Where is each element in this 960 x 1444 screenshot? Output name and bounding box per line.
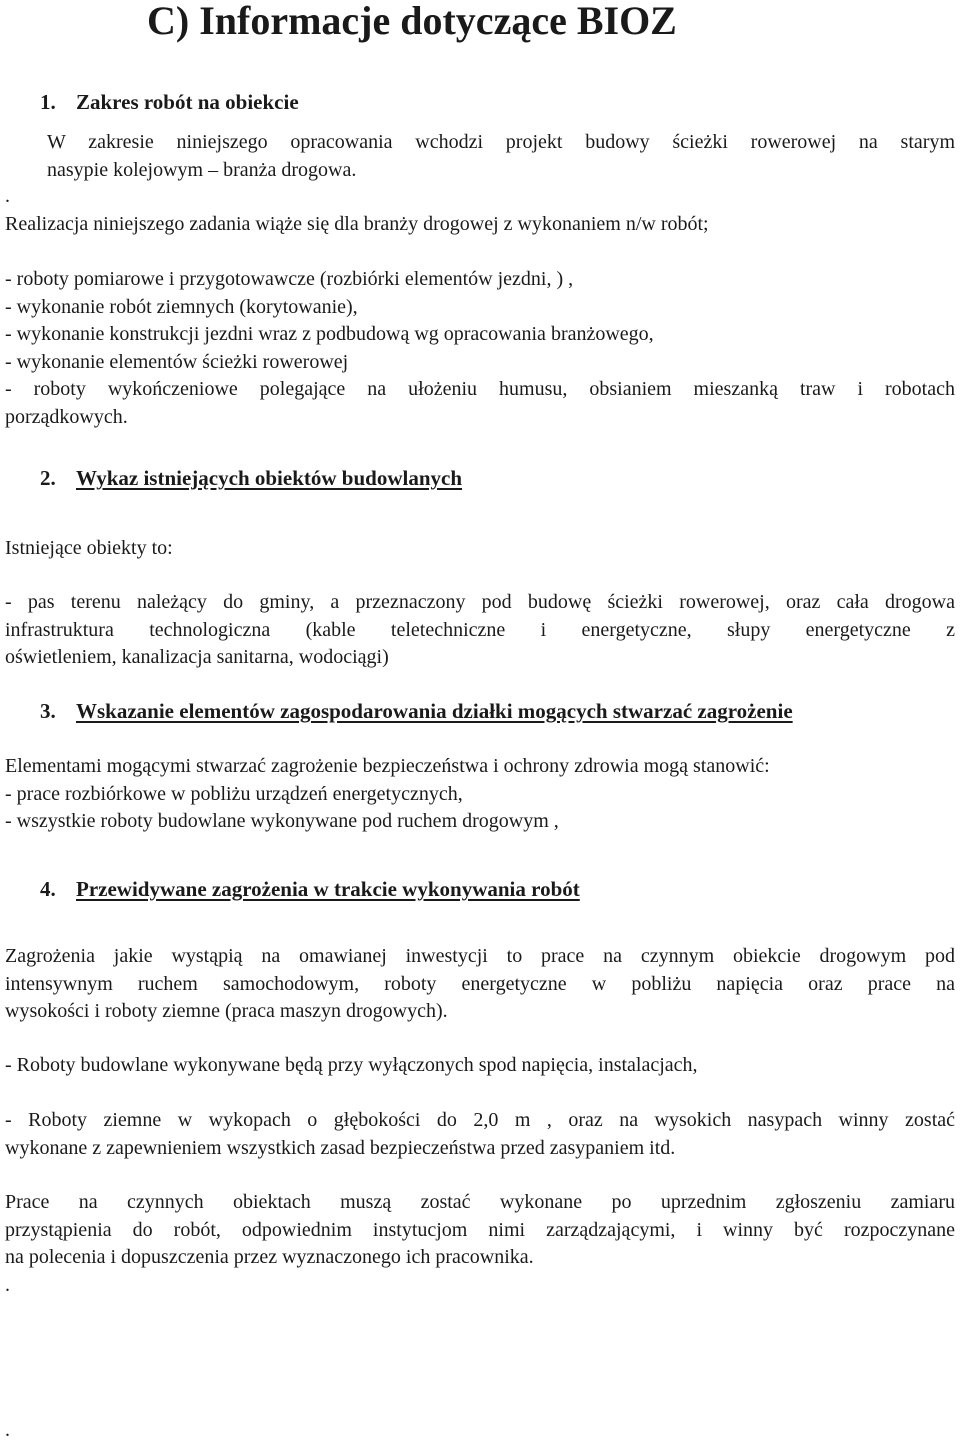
list-item-line: porządkowych.: [5, 405, 128, 428]
section-3-number: 3.: [40, 699, 56, 723]
text-line: infrastruktura technologiczna (kable teletechniczne i energetyczne, słupy energetyczne z: [5, 618, 955, 641]
realization-text: Realizacja niniejszego zadania wiąże się dla branży drogowej z wykonaniem n/w robót;: [5, 213, 709, 235]
list-item: - wykonanie elementów ścieżki rowerowej: [5, 350, 349, 373]
section-1-intro: [47, 129, 955, 184]
list-item: - wykonanie robót ziemnych (korytowanie),: [5, 295, 358, 318]
end-dot: .: [5, 1419, 10, 1441]
list-item-finishing: [5, 376, 955, 431]
section-4-heading: [40, 876, 580, 902]
page-title: C) Informacje dotyczące BIOZ: [147, 0, 677, 43]
hazards-paragraph-2: - Roboty budowlane wykonywane będą przy wyłączonych spod napięcia, instalacjach,: [5, 1054, 698, 1076]
intro-line: W zakresie niniejszego opracowania wchodzi projekt budowy ścieżki rowerowej na starym: [47, 131, 955, 153]
section-4-title: Przewidywane zagrożenia w trakcie wykonywania robót: [76, 877, 580, 901]
hazards-paragraph-3: [5, 1107, 955, 1162]
section-1-heading: [40, 89, 299, 115]
existing-objects-intro: Istniejące obiekty to:: [5, 537, 173, 559]
list-item: - wszystkie roboty budowlane wykonywane pod ruchem drogowym ,: [5, 810, 559, 832]
hazards-paragraph-4: [5, 1189, 955, 1272]
text-line: przystąpienia do robót, odpowiednim instytucjom nimi zarządzającymi, i winny być rozpoczynane: [5, 1218, 955, 1241]
section-3-title: Wskazanie elementów zagospodarowania działki mogących stwarzać zagrożenie: [76, 699, 793, 723]
stray-dot: .: [5, 185, 10, 207]
text-line: - pas terenu należący do gminy, a przeznaczony pod budowę ścieżki rowerowej, oraz cała drogowa: [5, 591, 955, 613]
text-line: Elementami mogącymi stwarzać zagrożenie bezpieczeństwa i ochrony zdrowia mogą stanowić:: [5, 755, 770, 777]
text-line: wykonane z zapewnieniem wszystkich zasad bezpieczeństwa przed zasypaniem itd.: [5, 1136, 676, 1159]
list-item: - prace rozbiórkowe w pobliżu urządzeń energetycznych,: [5, 782, 463, 805]
text-line: - Roboty ziemne w wykopach o głębokości do 2,0 m , oraz na wysokich nasypach winny zostać: [5, 1109, 955, 1131]
section-1-title: Zakres robót na obiekcie: [76, 90, 299, 114]
works-list: [5, 266, 654, 376]
text-line: intensywnym ruchem samochodowym, roboty energetyczne w pobliżu napięcia oraz prace na: [5, 972, 955, 995]
text-line: Zagrożenia jakie wystąpią na omawianej inwestycji to prace na czynnym obiekcie drogowym pod: [5, 945, 955, 967]
text-line: oświetleniem, kanalizacja sanitarna, wodociągi): [5, 646, 389, 668]
hazards-paragraph-1: [5, 943, 955, 1026]
text-line: na polecenia i dopuszczenia przez wyznaczonego ich pracownika.: [5, 1246, 534, 1268]
text-line: Prace na czynnych obiektach muszą zostać wykonane po uprzednim zgłoszeniu zamiaru: [5, 1191, 955, 1213]
list-item: - roboty pomiarowe i przygotowawcze (rozbiórki elementów jezdni, ) ,: [5, 268, 574, 290]
section-1-number: 1.: [40, 90, 56, 114]
section-2-heading: [40, 465, 462, 491]
section-2-title: Wykaz istniejących obiektów budowlanych: [76, 466, 463, 490]
section-2-number: 2.: [40, 466, 56, 490]
list-item-line: - roboty wykończeniowe polegające na ułożeniu humusu, obsianiem mieszanką traw i robotach: [5, 378, 955, 400]
intro-line: nasypie kolejowym – branża drogowa.: [47, 158, 357, 181]
existing-objects-text: [5, 589, 955, 672]
hazard-elements-text: [5, 753, 770, 836]
section-3-heading: [40, 698, 793, 724]
end-dot: .: [5, 1274, 10, 1296]
section-4-number: 4.: [40, 877, 56, 901]
text-line: wysokości i roboty ziemne (praca maszyn drogowych).: [5, 1000, 448, 1022]
list-item: - wykonanie konstrukcji jezdni wraz z podbudową wg opracowania branżowego,: [5, 323, 654, 345]
